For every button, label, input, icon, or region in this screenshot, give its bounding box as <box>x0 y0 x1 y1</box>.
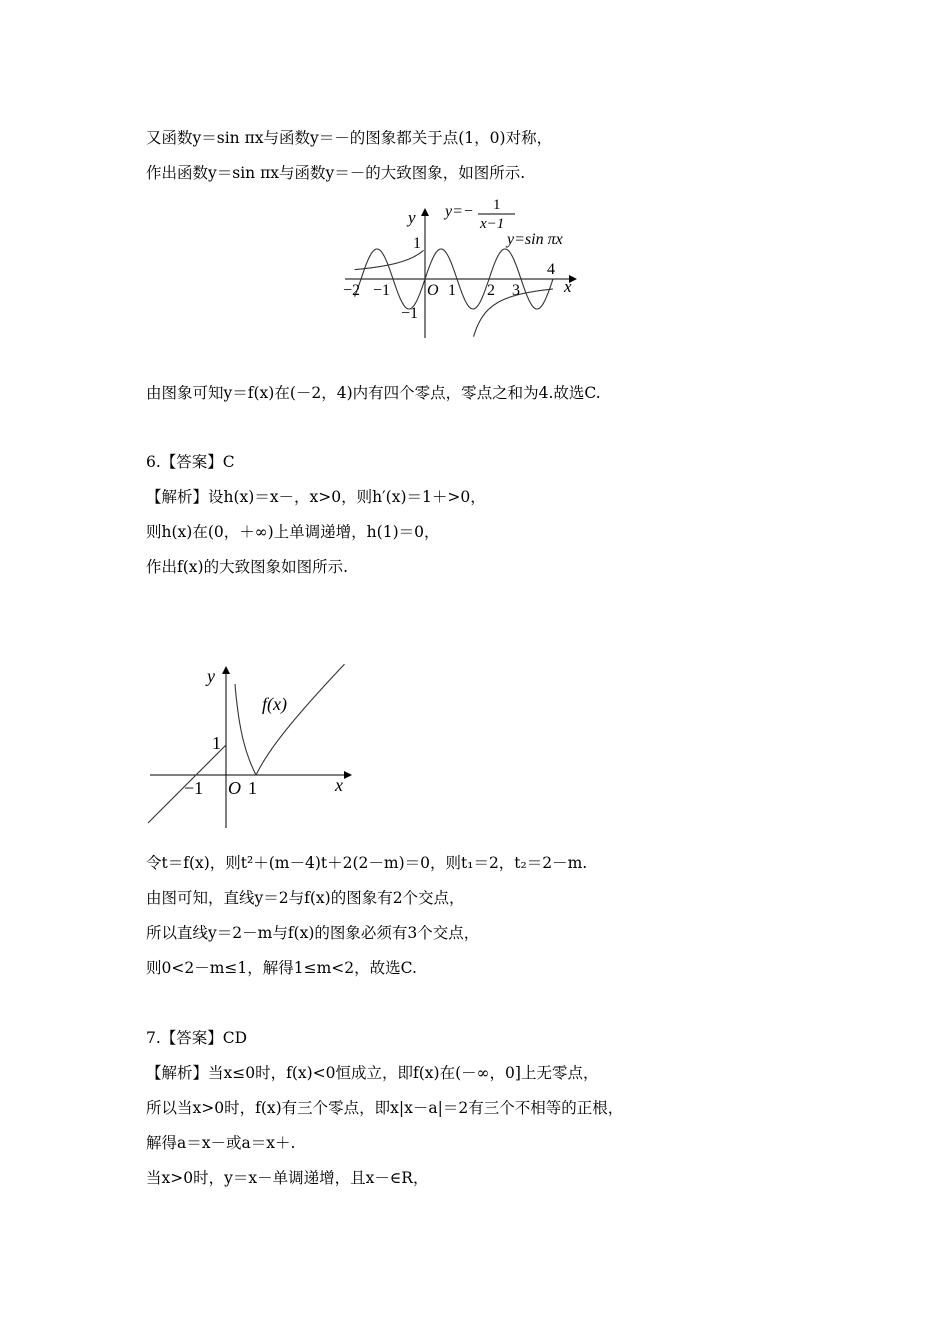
x-tick-1: 1 <box>248 778 257 798</box>
figure-fx <box>140 660 360 835</box>
text-line-16: 当x>0时，y＝x－单调递增，且x－∈R， <box>146 1169 429 1187</box>
text-line-7: 作出f(x)的大致图象如图所示. <box>146 558 349 576</box>
text-line-6: 则h(x)在(0，＋∞)上单调递增，h(1)＝0， <box>146 523 440 541</box>
text-line-4: 6.【答案】C <box>146 453 235 471</box>
x-tick-neg1: −1 <box>184 778 204 798</box>
y-tick-1: 1 <box>413 235 421 252</box>
hyperbola-label-prefix: y=− <box>445 203 474 220</box>
text-line-5: 【解析】设h(x)＝x－，x>0，则h′(x)＝1＋>0， <box>146 488 486 506</box>
x-tick-1: 1 <box>448 282 456 299</box>
text-line-14: 所以当x>0时，f(x)有三个零点，即x|x－a|＝2有三个不相等的正根， <box>146 1099 624 1117</box>
text-line-1: 又函数y＝sin πx与函数y＝－的图象都关于点(1，0)对称， <box>146 129 553 147</box>
text-line-12: 7.【答案】CD <box>146 1029 248 1047</box>
figure-sine-hyperbola <box>335 198 585 348</box>
fx-increasing-branch <box>256 664 345 775</box>
y-tick-neg1: −1 <box>401 305 419 322</box>
text-line-8: 令t＝f(x)，则t²＋(m－4)t＋2(2－m)＝0，则t₁＝2，t₂＝2－m. <box>146 854 588 872</box>
origin-label: O <box>228 778 241 798</box>
text-line-3: 由图象可知y＝f(x)在(－2，4)内有四个零点，零点之和为4.故选C. <box>146 384 601 402</box>
text-line-10: 所以直线y＝2－m与f(x)的图象必须有3个交点， <box>146 924 480 942</box>
x-tick-3: 3 <box>512 282 520 299</box>
x-axis-label: x <box>335 775 343 795</box>
text-line-9: 由图可知，直线y＝2与f(x)的图象有2个交点， <box>146 889 465 907</box>
fx-decreasing-branch <box>235 684 256 775</box>
curve-label: f(x) <box>262 694 287 714</box>
text-line-11: 则0<2－m≤1，解得1≤m<2，故选C. <box>146 959 417 977</box>
hyperbola-label-denominator: x−1 <box>480 216 505 232</box>
text-line-13: 【解析】当x≤0时，f(x)<0恒成立，即f(x)在(－∞，0]上无零点， <box>146 1064 599 1082</box>
x-axis-label: x <box>564 277 572 296</box>
hyperbola-label-numerator: 1 <box>493 198 501 213</box>
text-line-2: 作出函数y＝sin πx与函数y＝－的大致图象，如图所示. <box>146 164 526 182</box>
x-tick-4: 4 <box>547 261 555 278</box>
y-tick-1: 1 <box>212 733 221 753</box>
x-tick-neg1: −1 <box>373 282 391 299</box>
x-tick-neg2: −2 <box>343 282 361 299</box>
text-line-15: 解得a＝x－或a＝x＋. <box>146 1134 296 1152</box>
y-axis-label: y <box>207 666 215 686</box>
x-tick-2: 2 <box>487 282 495 299</box>
sine-label: y=sin πx <box>507 231 563 248</box>
y-axis-label: y <box>408 208 416 227</box>
origin-label: O <box>427 282 439 299</box>
